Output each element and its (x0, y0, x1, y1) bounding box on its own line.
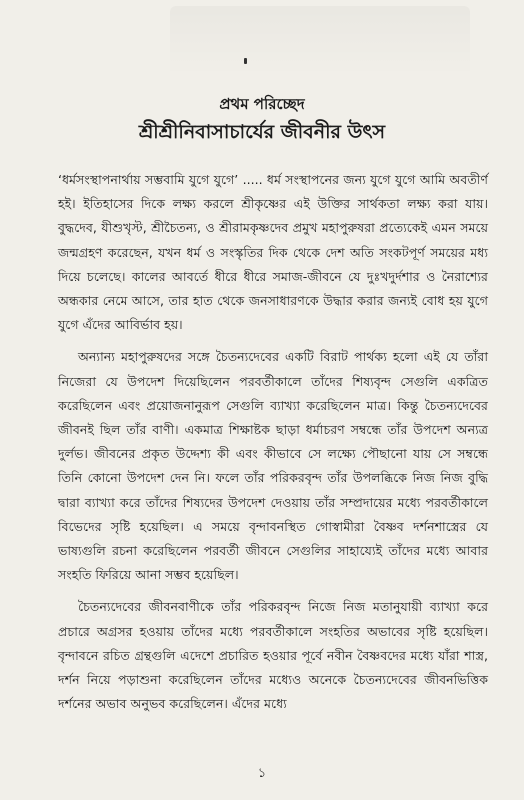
show-through-shadow (170, 6, 470, 76)
page-number: ১ (257, 766, 267, 781)
top-ink-mark (244, 58, 247, 64)
paragraph-1: ‘ধর্মসংস্থাপনার্থায় সম্ভবামি যুগে যুগে’ ..... ধর্ম সংস্থাপনের জন্য যুগে যুগে আমি অবতীর্ণ হই। ইতিহাসের দিকে লক্ষ্য করলে শ্রীকৃষ্ণের এই উক্তির সার্থকতা লক্ষ্য করা যায়। বুদ্ধদেব, যীশুখৃস্ট, শ্রীচৈতন্য, ও শ্রীরামকৃষ্ণদেব প্রমুখ মহাপুরুষরা প্রত্যেকেই এমন সময়ে জন্মগ্রহণ করেছেন, যখন ধর্ম ও সংস্কৃতির দিক থেকে দেশ অতি সংকটপূর্ণ সময়ের মধ্য দিয়ে চলেছে। কালের আবর্তে ধীরে ধীরে সমাজ-জীবনে যে দুঃখদুর্দশার ও নৈরাশ্যের অন্ধকার নেমে আসে, তার হাত থেকে জনসাধারণকে উদ্ধার করার জন্যই বোধ হয় যুগে যুগে এঁদের আবির্ভাব হয়। (58, 172, 488, 333)
chapter-label: প্রথম পরিচ্ছেদ (219, 95, 305, 113)
paragraph-2: অন্যান্য মহাপুরুষদের সঙ্গে চৈতন্যদেবের একটি বিরাট পার্থক্য হলো এই যে তাঁরা নিজেরা যে উপদেশ দিয়েছিলেন পরবর্তীকালে তাঁদের শিষ্যবৃন্দ সেগুলি একত্রিত করেছিলেন এবং প্রয়োজনানুরূপ সেগুলি ব্যাখ্যা করেছিলেন মাত্র। কিন্তু চৈতন্যদেবের জীবনই ছিল তাঁর বাণী। একমাত্র শিক্ষাষ্টক ছাড়া ধর্মাচরণ সম্বন্ধে তাঁর উপদেশ অন্যত্র দুর্লভ। জীবনের প্রকৃত উদ্দেশ্য কী এবং কীভাবে সে লক্ষ্যে পৌছানো যায় সে সম্বন্ধে তিনি কোনো উপদেশ দেন নি। ফলে তাঁর পরিকরবৃন্দ তাঁর উপলব্ধিকে নিজ নিজ বুদ্ধি দ্বারা ব্যাখ্যা করে তাঁদের শিষ্যদের উপদেশ দেওয়ায় তাঁর সম্প্রদায়ের মধ্যে পরবর্তীকালে বিভেদের সৃষ্টি হয়েছিল। এ সময়ে বৃন্দাবনস্থিত গোস্বামীরা বৈষ্ণব দর্শনশাস্ত্রের যে ভাষ্যগুলি রচনা করেছিলেন পরবর্তী জীবনে সেগুলির সাহায্যেই তাঁদের মধ্যে আবার সংহতি ফিরিয়ে আনা সম্ভব হয়েছিল। (58, 349, 488, 583)
paragraph-3: চৈতন্যদেবের জীবনবাণীকে তাঁর পরিকরবৃন্দ নিজে নিজ মতানুযায়ী ব্যাখ্যা করে প্রচারে অগ্রসর হওয়ায় তাঁদের মধ্যে পরবর্তীকালে সংহতির অভাবের সৃষ্টি হয়েছিল। বৃন্দাবনে রচিত গ্রন্থগুলি এদেশে প্রচারিত হওয়ার পূর্বে নবীন বৈষ্ণবদের মধ্যে যাঁরা শাস্ত্র, দর্শন নিয়ে পড়াশুনা করেছিলেন তাঁদের মধ্যেও অনেকে চৈতন্যদেবের জীবনভিত্তিক দর্শনের অভাব অনুভব করেছিলেন। এঁদের মধ্যে (58, 599, 488, 712)
body-text (58, 168, 488, 724)
chapter-title: শ্রীশ্রীনিবাসাচার্যের জীবনীর উৎস (138, 121, 386, 143)
